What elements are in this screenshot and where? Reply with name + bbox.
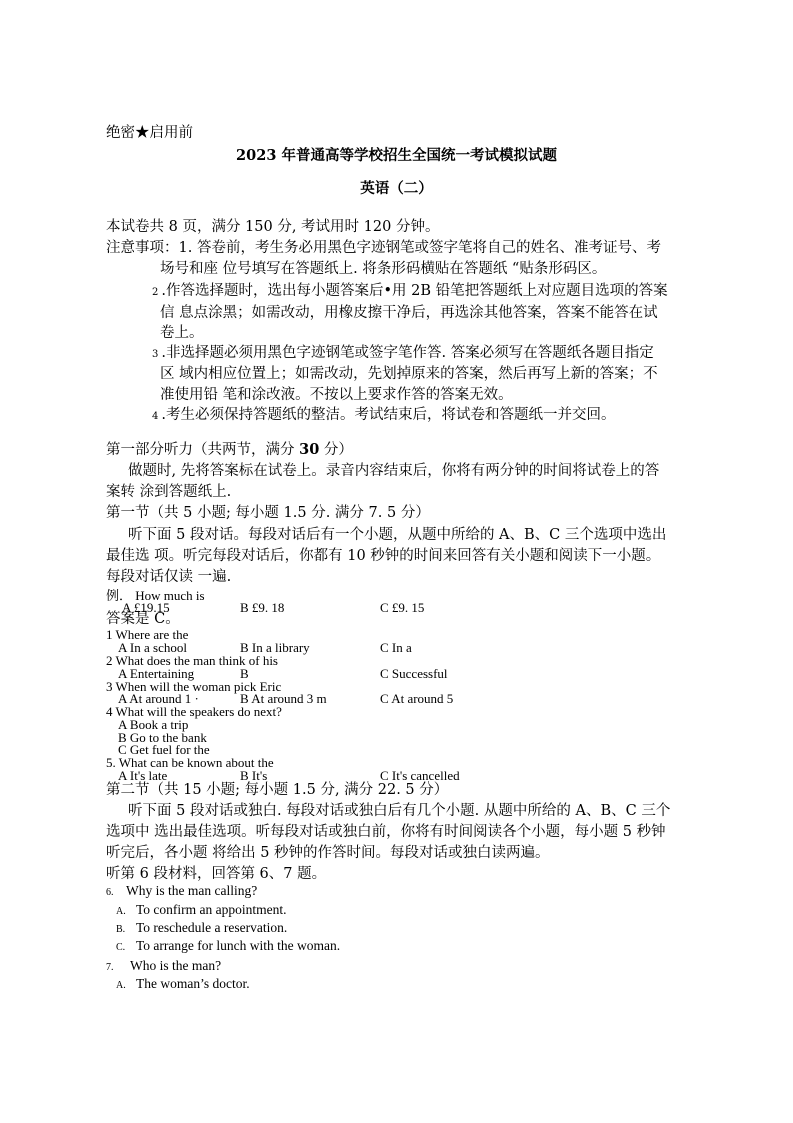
q2-option-c: C Successful (380, 666, 448, 681)
q2-option-a: A Entertaining (118, 666, 195, 681)
section2-instruction-4: 听第 6 段材料，回答第 6、7 题。 (106, 866, 327, 882)
example-question: 例． How much is (106, 588, 205, 603)
q4-option-c: C Get fuel for the (118, 742, 210, 757)
q1-question: 1 Where are the (106, 627, 189, 642)
q4-option-a: A Book a trip (118, 717, 189, 732)
part1-title-suffix: 分） (319, 442, 353, 458)
part1-title (106, 439, 353, 461)
q6-number: 6. (106, 887, 114, 898)
q6-option-a (116, 901, 287, 921)
note-4-number: 4 (152, 411, 159, 422)
q7-number: 7. (106, 962, 114, 973)
q6-option-c-text: To arrange for lunch with the woman. (136, 938, 341, 953)
note-2-number: 2 (152, 287, 159, 298)
q6-option-a-label: A. (116, 906, 126, 917)
part1-title-score: 30 (299, 441, 320, 458)
q5-question: 5. What can be known about the (106, 755, 274, 770)
note-3-number: 3 (152, 349, 159, 360)
q1-option-b: B In a library (240, 640, 310, 655)
q5-option-a: A It's late (118, 768, 168, 783)
q3-option-b: B At around 3 m (240, 691, 327, 706)
q5-option-b: B It's (240, 768, 268, 783)
example-answer: 答案是 C。 (106, 611, 180, 627)
q6-option-c-label: C. (116, 942, 126, 953)
note-1-cont: 场号和座 位号填写在答题纸上. 将条形码横贴在答题纸 “贴条形码区。 (160, 261, 607, 277)
q7-text: Who is the man? (130, 958, 222, 973)
section1-instruction-1: 听下面 5 段对话。每段对话后有一个小题，从题中所给的 A、B、C 三个选项中选出 (128, 527, 667, 543)
q6-question (106, 882, 257, 902)
q6-option-a-text: To confirm an appointment. (136, 902, 287, 917)
section2-instruction-1: 听下面 5 段对话或独白. 每段对话或独白后有几个小题. 从题中所给的 A、B、C 三个 (128, 803, 671, 819)
note-2-cont-2: 卷上。 (160, 325, 204, 341)
note-2-text: .作答选择题时，选出每小题答案后•用 2B 铅笔把答题纸上对应题目选项的答案 (161, 283, 668, 299)
q6-option-c (116, 937, 340, 957)
q1-option-a: A In a school (118, 640, 187, 655)
exam-subtitle: 英语（二） (360, 180, 433, 197)
q2-question: 2 What does the man think of his (106, 653, 278, 668)
q7-question (106, 957, 221, 977)
section1-title: 第一节（共 5 小题; 每小题 1.5 分. 满分 7. 5 分） (106, 505, 430, 521)
note-3-cont-1: 区 域内相应位置上；如需改动，先划掉原来的答案，然后再写上新的答案；不 (160, 366, 658, 382)
note-3-text: .非选择题必须用黑色字迹钢笔或签字笔作答. 答案必须写在答题纸各题目指定 (161, 345, 654, 361)
q7-option-a-text: The woman’s doctor. (136, 976, 250, 991)
example-option-b: B £9. 18 (240, 600, 285, 615)
note-3-cont-2: 准使用铅 笔和涂改液。不按以上要求作答的答案无效。 (160, 387, 513, 403)
q4-question: 4 What will the speakers do next? (106, 704, 282, 719)
q4-option-b: B Go to the bank (118, 730, 207, 745)
q7-option-a-label: A. (116, 980, 126, 991)
intro-line: 本试卷共 8 页，满分 150 分, 考试用时 120 分钟。 (106, 219, 440, 235)
section2-instruction-3: 听完后，各小题 将给出 5 秒钟的作答时间。每段对话或独白读两遍。 (106, 845, 550, 861)
section1-instruction-3: 每段对话仅读 一遍. (106, 569, 232, 585)
q6-option-b-label: B. (116, 924, 126, 935)
q6-text: Why is the man calling? (126, 883, 258, 898)
exam-title: 2023 年普通高等学校招生全国统一考试模拟试题 (236, 147, 557, 164)
q2-option-b: B (240, 666, 249, 681)
note-2 (152, 280, 668, 304)
q1-option-c: C In a (380, 640, 412, 655)
section2-instruction-2: 选项中 选出最佳选项。听每段对话或独白前，你将有时间阅读各个小题，每小题 5 秒钟 (106, 824, 666, 840)
example-option-a: A £19.15 (122, 600, 170, 615)
q3-question: 3 When will the woman pick Eric (106, 679, 282, 694)
example-option-c: C £9. 15 (380, 600, 425, 615)
part1-instruction-1: 做题时, 先将答案标在试卷上。录音内容结束后，你将有两分钟的时间将试卷上的答 (128, 463, 660, 479)
q6-option-b-text: To reschedule a reservation. (136, 920, 288, 935)
q3-option-c: C At around 5 (380, 691, 454, 706)
notes-line-1 (106, 237, 661, 259)
q5-option-c: C It's cancelled (380, 768, 460, 783)
part1-instruction-2: 案转 涂到答题纸上. (106, 484, 232, 500)
note-4 (152, 404, 615, 428)
part1-title-prefix: 第一部分听力（共两节，满分 (106, 442, 300, 458)
note-1: 1. 答卷前，考生务必用黑色字迹钢笔或签字笔将自己的姓名、准考证号、考 (178, 240, 661, 256)
confidential-mark: 绝密★启用前 (106, 125, 193, 141)
notes-label: 注意事项： (106, 240, 179, 256)
q6-option-b (116, 919, 287, 939)
note-2-cont-1: 信 息点涂黑；如需改动，用橡皮擦干净后，再选涂其他答案，答案不能答在试 (160, 305, 658, 321)
q7-option-a (116, 975, 250, 995)
section2-title: 第二节（共 15 小题; 每小题 1.5 分, 满分 22. 5 分） (106, 782, 449, 798)
note-4-text: .考生必须保持答题纸的整洁。考试结束后，将试卷和答题纸一并交回。 (161, 407, 616, 423)
section1-instruction-2: 最佳选 项。听完每段对话后，你都有 10 秒钟的时间来回答有关小题和阅读下一小题。 (106, 548, 661, 564)
q3-option-a: A At around 1 · (118, 691, 199, 706)
